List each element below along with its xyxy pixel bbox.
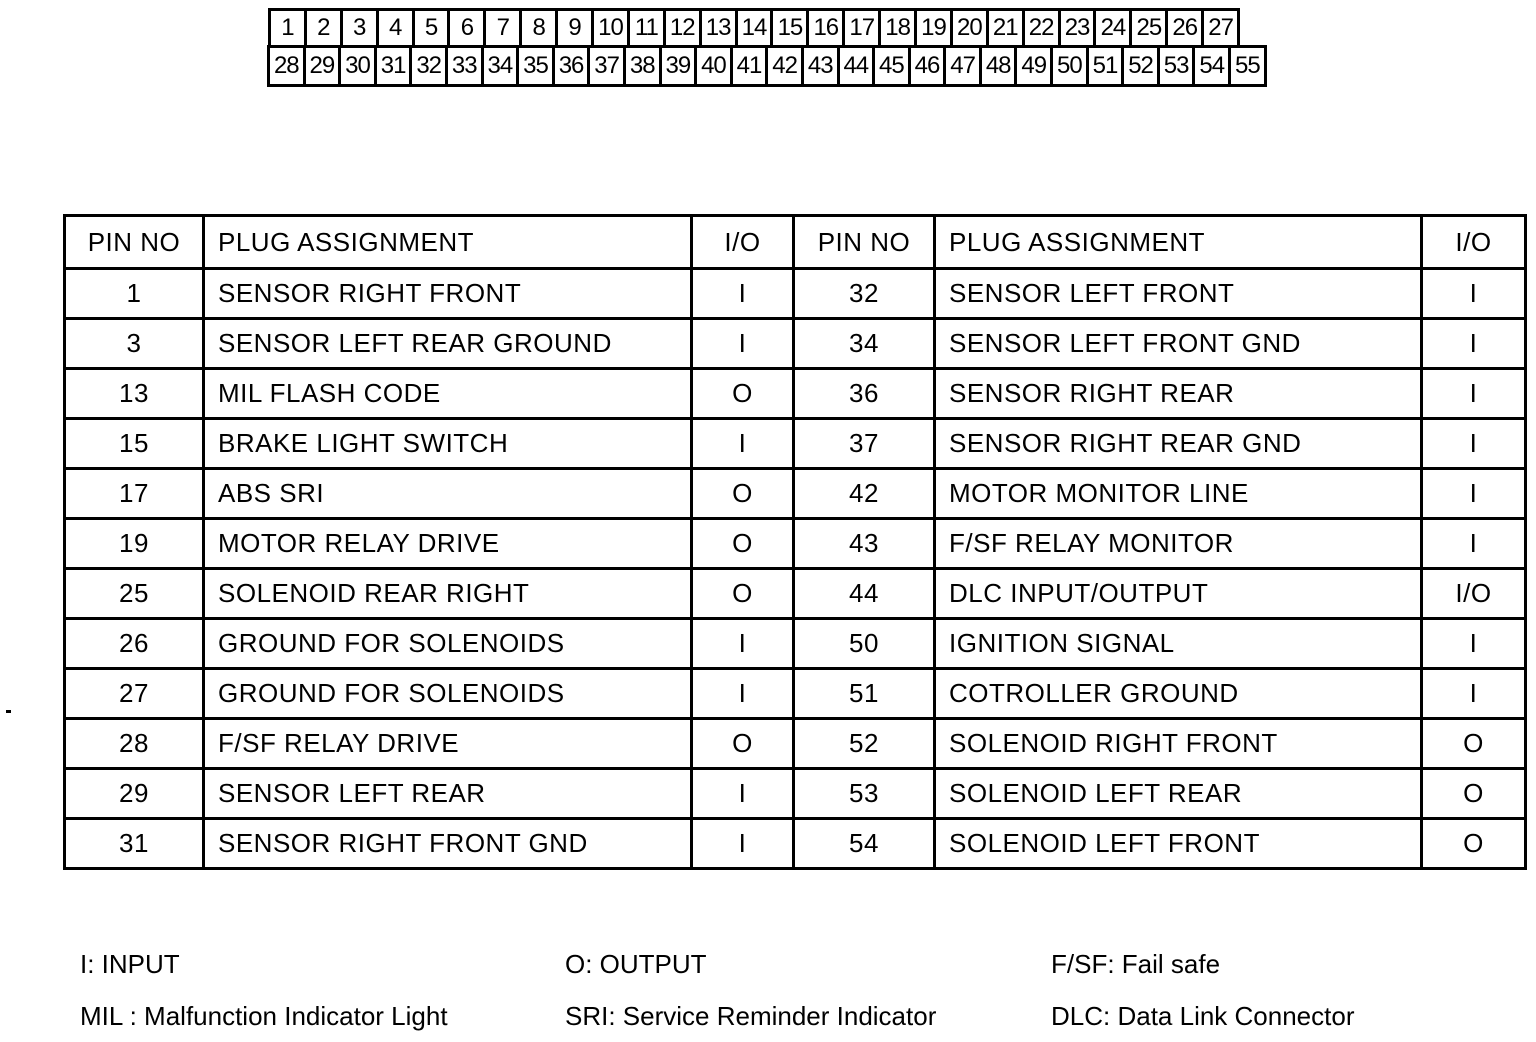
cell-io: I [692,269,794,319]
connector-pin: 4 [376,8,415,48]
connector-pin: 50 [1050,45,1089,87]
cell-io: O [1422,769,1526,819]
cell-pin-no: 31 [65,819,204,869]
connector-pin: 24 [1093,8,1132,48]
cell-io: I [1422,419,1526,469]
legend-item-sri: SRI: Service Reminder Indicator [565,1000,937,1031]
table-row [65,769,1526,819]
cell-plug-assignment: MIL FLASH CODE [204,369,692,419]
cell-plug-assignment: SENSOR RIGHT REAR [935,369,1422,419]
cell-pin-no: 3 [65,319,204,369]
cell-pin-no: 1 [65,269,204,319]
table-row [65,419,1526,469]
cell-plug-assignment: F/SF RELAY DRIVE [204,719,692,769]
connector-pin: 31 [374,45,413,87]
cell-pin-no: 44 [794,569,935,619]
connector-pin: 18 [878,8,917,48]
cell-plug-assignment: F/SF RELAY MONITOR [935,519,1422,569]
cell-pin-no: 32 [794,269,935,319]
connector-pin: 28 [267,45,306,87]
connector-top-row [268,8,1267,48]
table-row [65,719,1526,769]
cell-io: I [692,419,794,469]
cell-io: I [692,619,794,669]
cell-plug-assignment: SENSOR LEFT REAR GROUND [204,319,692,369]
cell-pin-no: 34 [794,319,935,369]
cell-plug-assignment: SENSOR RIGHT FRONT GND [204,819,692,869]
connector-pin: 43 [801,45,840,87]
table-row [65,469,1526,519]
cell-plug-assignment: SOLENOID REAR RIGHT [204,569,692,619]
legend-item-mil: MIL : Malfunction Indicator Light [80,1000,448,1031]
cell-pin-no: 51 [794,669,935,719]
connector-pin: 47 [943,45,982,87]
header-plug-assignment: PLUG ASSIGNMENT [935,216,1422,269]
cell-pin-no: 25 [65,569,204,619]
cell-plug-assignment: SENSOR LEFT REAR [204,769,692,819]
connector-pin: 23 [1058,8,1097,48]
cell-io: O [692,369,794,419]
cell-io: I [1422,269,1526,319]
connector-pin: 52 [1121,45,1160,87]
cell-io: I [692,769,794,819]
table-body [65,269,1526,869]
connector-pin: 39 [659,45,698,87]
connector-bottom-row [267,45,1267,87]
cell-plug-assignment: SENSOR RIGHT REAR GND [935,419,1422,469]
cell-pin-no: 28 [65,719,204,769]
cell-pin-no: 15 [65,419,204,469]
cell-plug-assignment: DLC INPUT/OUTPUT [935,569,1422,619]
cell-plug-assignment: MOTOR MONITOR LINE [935,469,1422,519]
connector-pin: 45 [872,45,911,87]
cell-io: O [692,719,794,769]
cell-pin-no: 36 [794,369,935,419]
cell-pin-no: 13 [65,369,204,419]
cell-plug-assignment: SENSOR RIGHT FRONT [204,269,692,319]
header-io: I/O [1422,216,1526,269]
legend-row [80,938,1520,990]
connector-pin: 34 [481,45,520,87]
cell-io: I/O [1422,569,1526,619]
cell-plug-assignment: IGNITION SIGNAL [935,619,1422,669]
connector-pin: 8 [519,8,558,48]
connector-pin: 27 [1201,8,1240,48]
connector-pin: 38 [623,45,662,87]
connector-pin: 33 [445,45,484,87]
cell-io: O [692,569,794,619]
cell-pin-no: 42 [794,469,935,519]
connector-pin: 49 [1014,45,1053,87]
connector-pin: 36 [552,45,591,87]
connector-pin: 14 [735,8,774,48]
connector-pin: 21 [986,8,1025,48]
legend-item-output: O: OUTPUT [565,948,707,979]
table-row [65,519,1526,569]
connector-pin: 25 [1129,8,1168,48]
connector-pin: 42 [765,45,804,87]
cell-plug-assignment: SOLENOID LEFT FRONT [935,819,1422,869]
cell-plug-assignment: SOLENOID RIGHT FRONT [935,719,1422,769]
cell-io: O [1422,819,1526,869]
connector-pin: 41 [730,45,769,87]
connector-pin-diagram [268,8,1267,87]
connector-pin: 5 [412,8,451,48]
cell-io: O [692,519,794,569]
connector-pin: 2 [304,8,343,48]
connector-pin: 10 [591,8,630,48]
connector-pin: 48 [979,45,1018,87]
cell-pin-no: 29 [65,769,204,819]
connector-pin: 9 [555,8,594,48]
connector-pin: 55 [1228,45,1267,87]
connector-pin: 13 [699,8,738,48]
header-pin-no: PIN NO [794,216,935,269]
connector-pin: 20 [950,8,989,48]
table-row [65,619,1526,669]
connector-pin: 46 [908,45,947,87]
connector-pin: 53 [1157,45,1196,87]
connector-pin: 15 [770,8,809,48]
cell-io: I [1422,619,1526,669]
cell-plug-assignment: SOLENOID LEFT REAR [935,769,1422,819]
table-row [65,269,1526,319]
table-row [65,569,1526,619]
header-pin-no: PIN NO [65,216,204,269]
cell-pin-no: 19 [65,519,204,569]
cell-pin-no: 50 [794,619,935,669]
connector-pin: 7 [483,8,522,48]
connector-pin: 51 [1086,45,1125,87]
connector-pin: 54 [1192,45,1231,87]
connector-pin: 26 [1165,8,1204,48]
cell-pin-no: 54 [794,819,935,869]
connector-pin: 29 [303,45,342,87]
cell-plug-assignment: SENSOR LEFT FRONT [935,269,1422,319]
connector-pin: 40 [694,45,733,87]
cell-pin-no: 26 [65,619,204,669]
connector-pin: 19 [914,8,953,48]
table-header-row [65,216,1526,269]
pin-assignment-table [63,214,1527,870]
table-row [65,369,1526,419]
connector-pin: 12 [663,8,702,48]
cell-plug-assignment: GROUND FOR SOLENOIDS [204,619,692,669]
connector-pin: 11 [627,8,666,48]
connector-pin: 44 [837,45,876,87]
cell-plug-assignment: GROUND FOR SOLENOIDS [204,669,692,719]
connector-pin: 3 [340,8,379,48]
legend-item-input: I: INPUT [80,948,180,979]
cell-io: I [1422,469,1526,519]
cell-plug-assignment: SENSOR LEFT FRONT GND [935,319,1422,369]
cell-io: I [1422,669,1526,719]
connector-pin: 32 [409,45,448,87]
cell-pin-no: 17 [65,469,204,519]
connector-pin: 16 [806,8,845,48]
table-row [65,669,1526,719]
cell-io: I [1422,519,1526,569]
cell-io: I [1422,369,1526,419]
connector-pin: 1 [268,8,307,48]
cell-pin-no: 43 [794,519,935,569]
legend-row [80,990,1520,1042]
cell-io: O [692,469,794,519]
cell-plug-assignment: COTROLLER GROUND [935,669,1422,719]
connector-pin: 22 [1022,8,1061,48]
cell-io: I [1422,319,1526,369]
connector-pin: 37 [587,45,626,87]
cell-io: I [692,319,794,369]
cell-pin-no: 37 [794,419,935,469]
connector-pin: 6 [447,8,486,48]
cell-pin-no: 27 [65,669,204,719]
cell-plug-assignment: MOTOR RELAY DRIVE [204,519,692,569]
connector-pin: 30 [338,45,377,87]
abbreviation-legend [80,938,1520,1042]
cell-io: O [1422,719,1526,769]
connector-pin: 35 [516,45,555,87]
connector-pin: 17 [842,8,881,48]
cell-pin-no: 53 [794,769,935,819]
legend-item-fail-safe: F/SF: Fail safe [1051,948,1221,979]
cell-io: I [692,819,794,869]
cell-plug-assignment: BRAKE LIGHT SWITCH [204,419,692,469]
legend-item-dlc: DLC: Data Link Connector [1051,1000,1355,1031]
table-row [65,319,1526,369]
header-plug-assignment: PLUG ASSIGNMENT [204,216,692,269]
cell-pin-no: 52 [794,719,935,769]
stray-mark [6,710,11,713]
cell-io: I [692,669,794,719]
header-io: I/O [692,216,794,269]
cell-plug-assignment: ABS SRI [204,469,692,519]
table-row [65,819,1526,869]
